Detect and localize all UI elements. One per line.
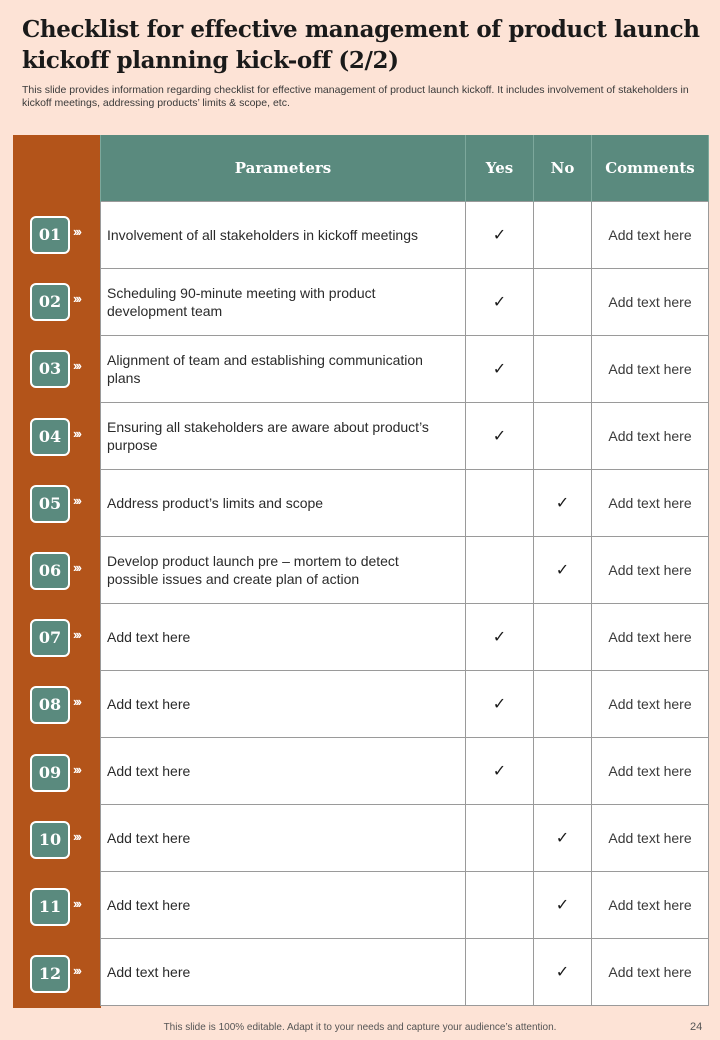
header-yes: Yes [466, 135, 534, 202]
chevron-right-icon: ››› [73, 828, 80, 844]
no-cell: ✓ [534, 537, 592, 604]
no-cell: ✓ [534, 470, 592, 537]
row-number-badge: 08 [30, 686, 70, 724]
table-row [101, 805, 709, 872]
chevron-right-icon: ››› [73, 492, 80, 508]
comment-cell: Add text here [592, 604, 709, 671]
row-number-item [13, 470, 101, 537]
chevron-right-icon: ››› [73, 627, 80, 643]
yes-cell [466, 537, 534, 604]
row-number-item [13, 403, 101, 470]
row-number-item [13, 268, 101, 335]
row-number-badge: 04 [30, 418, 70, 456]
table-row [101, 537, 709, 604]
yes-cell: ✓ [466, 403, 534, 470]
no-cell [534, 403, 592, 470]
row-number-item [13, 940, 101, 1007]
table-row [101, 738, 709, 805]
page-number: 24 [690, 1021, 703, 1033]
row-number-column [13, 201, 101, 1007]
row-number-badge: 05 [30, 485, 70, 523]
table-row [101, 269, 709, 336]
comment-cell: Add text here [592, 202, 709, 269]
yes-cell [466, 939, 534, 1006]
table-row [101, 671, 709, 738]
param-cell: Add text here [101, 872, 466, 939]
param-cell: Add text here [101, 738, 466, 805]
chevron-right-icon: ››› [73, 963, 80, 979]
comment-cell: Add text here [592, 939, 709, 1006]
param-cell: Add text here [101, 939, 466, 1006]
row-number-item [13, 739, 101, 806]
table-row [101, 939, 709, 1006]
row-number-badge: 01 [30, 216, 70, 254]
chevron-right-icon: ››› [73, 224, 80, 239]
table-row [101, 470, 709, 537]
comment-cell: Add text here [592, 537, 709, 604]
row-number-item [13, 335, 101, 402]
row-number-badge: 09 [30, 754, 70, 792]
page-subtitle: This slide provides information regarding checklist for effective management of product launch kickoff. It includes involvement of stakeholders in kickoff meetings, addressing products’ limits & scope, etc. [22, 84, 689, 109]
no-cell [534, 202, 592, 269]
yes-cell: ✓ [466, 202, 534, 269]
chevron-right-icon: ››› [73, 694, 80, 710]
checklist-table [100, 135, 709, 1006]
table-row [101, 604, 709, 671]
row-number-item [13, 873, 101, 940]
comment-cell: Add text here [592, 738, 709, 805]
param-cell: Add text here [101, 805, 466, 872]
param-cell: Develop product launch pre – mortem to detect possible issues and create plan of action [101, 537, 466, 604]
row-number-badge: 11 [30, 888, 70, 926]
yes-cell [466, 805, 534, 872]
param-cell: Ensuring all stakeholders are aware about product’s purpose [101, 403, 466, 470]
chevron-right-icon: ››› [73, 358, 80, 374]
chevron-right-icon: ››› [73, 761, 80, 777]
no-cell: ✓ [534, 805, 592, 872]
row-number-badge: 06 [30, 552, 70, 590]
no-cell [534, 336, 592, 403]
row-number-badge: 02 [30, 283, 70, 321]
param-cell: Add text here [101, 671, 466, 738]
comment-cell: Add text here [592, 403, 709, 470]
yes-cell: ✓ [466, 336, 534, 403]
no-cell [534, 269, 592, 336]
table-row [101, 202, 709, 269]
comment-cell: Add text here [592, 671, 709, 738]
row-number-item [13, 604, 101, 671]
header-comments: Comments [592, 135, 709, 202]
comment-cell: Add text here [592, 269, 709, 336]
yes-cell: ✓ [466, 604, 534, 671]
row-number-item [13, 537, 101, 604]
param-cell: Alignment of team and establishing communication plans [101, 336, 466, 403]
comment-cell: Add text here [592, 805, 709, 872]
comment-cell: Add text here [592, 470, 709, 537]
param-cell: Scheduling 90-minute meeting with product development team [101, 269, 466, 336]
footer-note: This slide is 100% editable. Adapt it to your needs and capture your audience’s attention. [163, 1022, 557, 1033]
yes-cell: ✓ [466, 738, 534, 805]
page-title: Checklist for effective management of product launch kickoff planning kick-off (2/2) [22, 16, 700, 74]
param-cell: Add text here [101, 604, 466, 671]
row-number-item [13, 806, 101, 873]
row-number-badge: 10 [30, 821, 70, 859]
chevron-right-icon: ››› [73, 291, 80, 307]
row-number-badge: 03 [30, 350, 70, 388]
param-cell: Involvement of all stakeholders in kickoff meetings [101, 202, 466, 269]
table-row [101, 872, 709, 939]
no-cell [534, 738, 592, 805]
row-number-item [13, 201, 101, 268]
table-row [101, 403, 709, 470]
row-number-badge: 07 [30, 619, 70, 657]
row-number-badge: 12 [30, 955, 70, 993]
yes-cell [466, 470, 534, 537]
no-cell: ✓ [534, 872, 592, 939]
param-cell: Address product’s limits and scope [101, 470, 466, 537]
no-cell: ✓ [534, 939, 592, 1006]
header-no: No [534, 135, 592, 202]
comment-cell: Add text here [592, 336, 709, 403]
comment-cell: Add text here [592, 872, 709, 939]
no-cell [534, 671, 592, 738]
yes-cell: ✓ [466, 269, 534, 336]
yes-cell: ✓ [466, 671, 534, 738]
no-cell [534, 604, 592, 671]
chevron-right-icon: ››› [73, 559, 80, 575]
row-number-item [13, 671, 101, 738]
header-parameters: Parameters [101, 135, 466, 202]
chevron-right-icon: ››› [73, 425, 80, 441]
table-row [101, 336, 709, 403]
table-header-row [101, 135, 709, 202]
chevron-right-icon: ››› [73, 895, 80, 911]
yes-cell [466, 872, 534, 939]
